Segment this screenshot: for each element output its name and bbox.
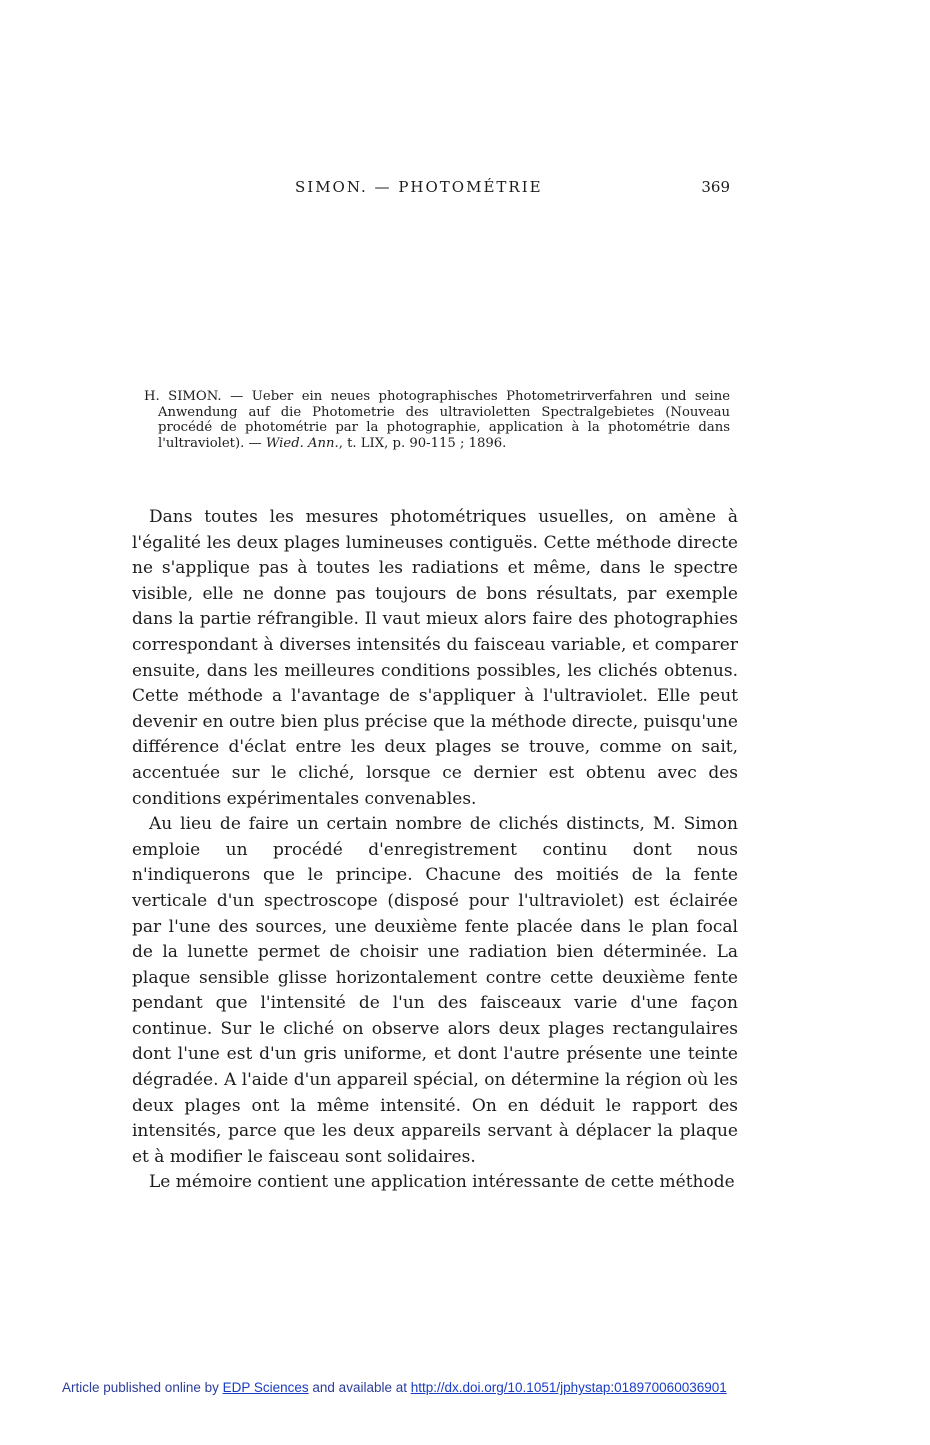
footer-middle: and available at: [308, 1380, 411, 1395]
citation-text: H. SIMON. — Ueber ein neues photographisches Photometrirverfahren und seine Anwendung auf die Photometrie des ultravioletten Spectralgebietes (Nouveau procédé de photométrie par la photographie, application à la photométrie dans l'ultraviolet). —: [144, 389, 730, 451]
paragraph: Au lieu de faire un certain nombre de clichés distincts, M. Simon emploie un procédé d'enregistrement continu dont nous n'indiquerons que le principe. Chacune des moitiés de la fente verticale d'un spectroscope (disposé pour l'ultraviolet) est éclairée par l'une des sources, une deuxième fente placée dans le plan focal de la lunette permet de choisir une radiation bien déterminée. La plaque sensible glisse horizontalement contre cette deuxième fente pendant que l'intensité de l'un des faisceaux varie d'une façon continue. Sur le cliché on observe alors deux plages rectangulaires dont l'une est d'un gris uniforme, et dont l'autre présente une teinte dégradée. A l'aide d'un appareil spécial, on détermine la région où les deux plages ont la même intensité. On en déduit le rapport des intensités, parce que les deux appareils servant à déplacer la plaque et à modifier le faisceau sont solidaires.: [132, 814, 738, 1167]
doi-link[interactable]: http://dx.doi.org/10.1051/jphystap:018970060036901: [410, 1380, 727, 1395]
publication-footer: [62, 1380, 727, 1395]
paragraph: Le mémoire contient une application intéressante de cette méthode: [149, 1172, 735, 1193]
article-body: [132, 505, 738, 1196]
running-title: SIMON. — PHOTOMÉTRIE: [295, 178, 543, 196]
citation-details: , t. LIX, p. 90-115 ; 1896.: [338, 435, 507, 451]
publisher-link[interactable]: EDP Sciences: [222, 1380, 309, 1395]
paragraph: Dans toutes les mesures photométriques usuelles, on amène à l'égalité les deux plages lumineuses contiguës. Cette méthode directe ne s'applique pas à toutes les radiations et même, dans le spectre visible, elle ne donne pas toujours de bons résultats, par exemple dans la partie réfrangible. Il vaut mieux alors faire des photographies correspondant à diverses intensités du faisceau variable, et comparer ensuite, dans les meilleures conditions possibles, les clichés obtenus. Cette méthode a l'avantage de s'appliquer à l'ultraviolet. Elle peut devenir en outre bien plus précise que la méthode directe, puisqu'une différence d'éclat entre les deux plages se trouve, comme on sait, accentuée sur le cliché, lorsque ce dernier est obtenu avec des conditions expérimentales convenables.: [132, 507, 738, 809]
running-head: [130, 178, 730, 200]
citation-journal: Wied. Ann.: [265, 435, 339, 451]
footer-prefix: Article published online by: [62, 1380, 223, 1395]
bibliographic-citation: [144, 389, 730, 451]
page-number: 369: [701, 178, 730, 196]
